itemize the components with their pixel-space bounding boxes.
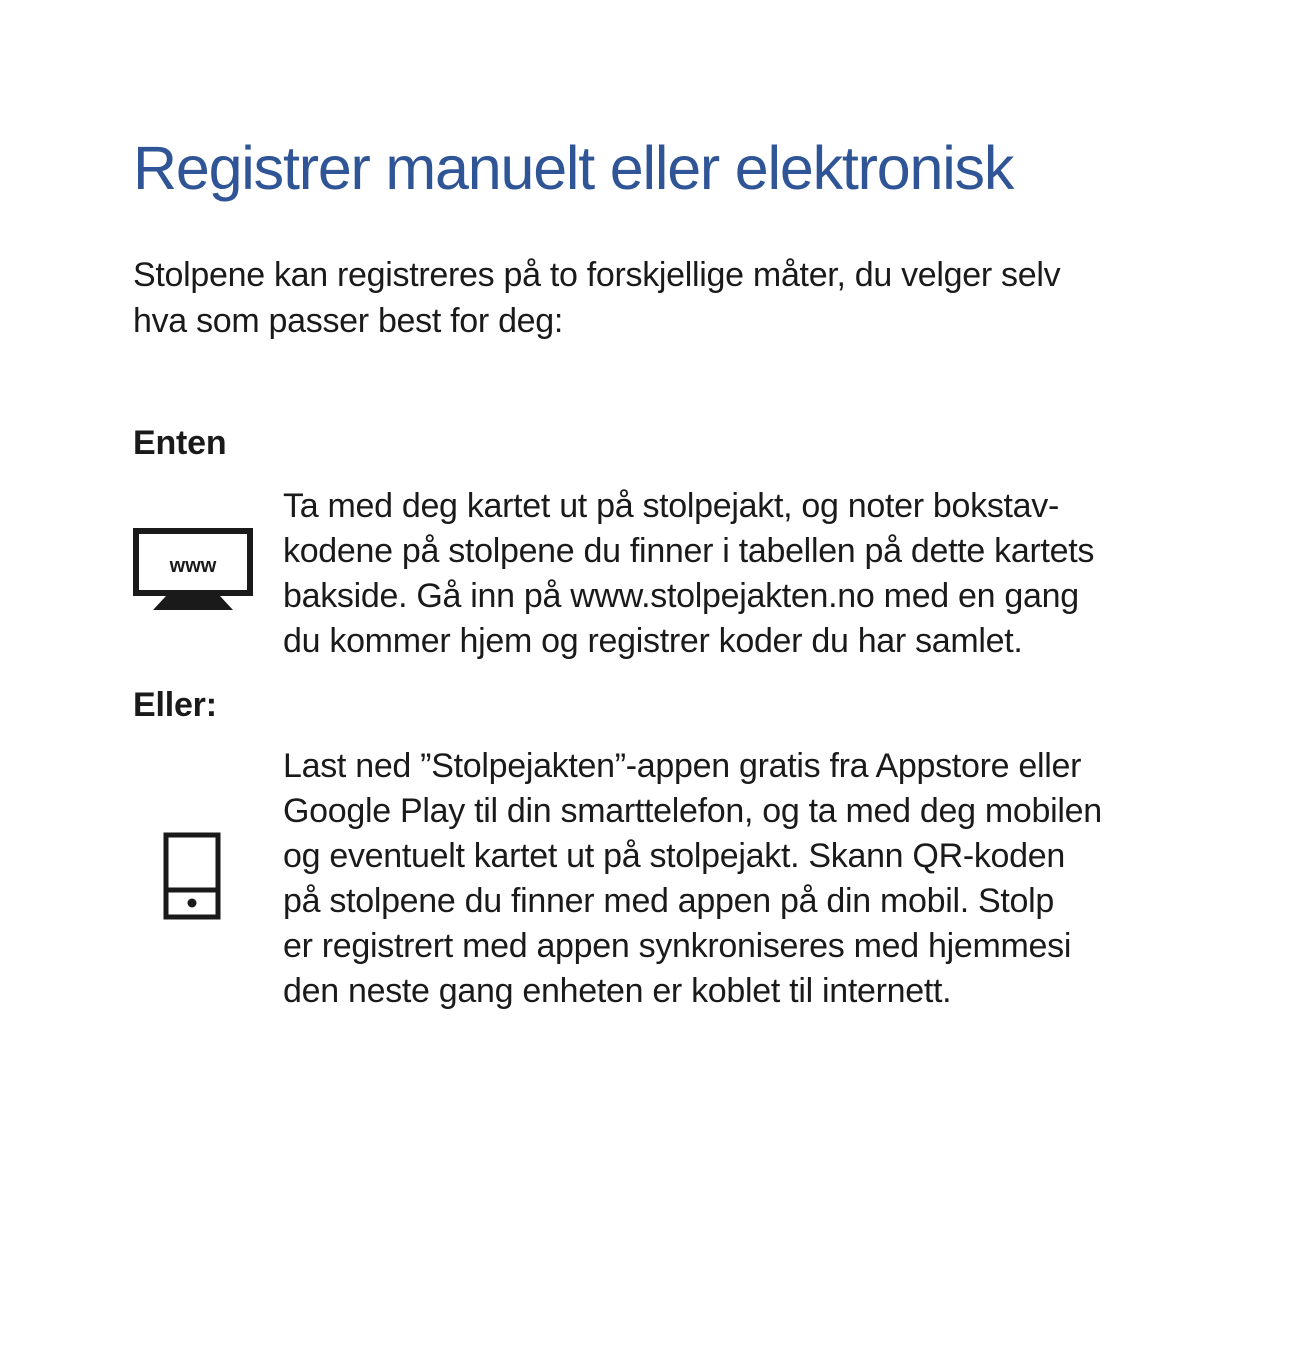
- intro-line: hva som passer best for deg:: [133, 302, 564, 340]
- option-heading-enten: Enten: [133, 424, 227, 462]
- option-description-eller: [283, 744, 1203, 1014]
- page-title: Registrer manuelt eller elektronisk: [133, 134, 1014, 202]
- paragraph-line: er registrert med appen synkroniseres med hjemmesi: [283, 927, 1072, 965]
- paragraph-line: bakside. Gå inn på www.stolpejakten.no med en gang: [283, 577, 1079, 615]
- www-label: www: [169, 555, 217, 577]
- paragraph-line: og eventuelt kartet ut på stolpejakt. Skann QR-koden: [283, 837, 1065, 875]
- option-heading-eller: Eller:: [133, 686, 217, 724]
- paragraph-line: Google Play til din smarttelefon, og ta med deg mobilen: [283, 792, 1102, 830]
- smartphone-icon: [163, 832, 221, 920]
- paragraph-line: kodene på stolpene du finner i tabellen på dette kartets: [283, 532, 1095, 570]
- monitor-www-icon: [133, 528, 253, 612]
- option-description-enten: [283, 484, 1203, 664]
- intro-paragraph: [133, 252, 1193, 344]
- paragraph-line: på stolpene du finner med appen på din mobil. Stolp: [283, 882, 1055, 920]
- paragraph-line: du kommer hjem og registrer koder du har samlet.: [283, 622, 1023, 660]
- paragraph-line: Ta med deg kartet ut på stolpejakt, og noter bokstav-: [283, 487, 1059, 525]
- paragraph-line: Last ned ”Stolpejakten”-appen gratis fra Appstore eller: [283, 747, 1082, 785]
- paragraph-line: den neste gang enheten er koblet til internett.: [283, 972, 952, 1010]
- intro-line: Stolpene kan registreres på to forskjellige måter, du velger selv: [133, 256, 1061, 294]
